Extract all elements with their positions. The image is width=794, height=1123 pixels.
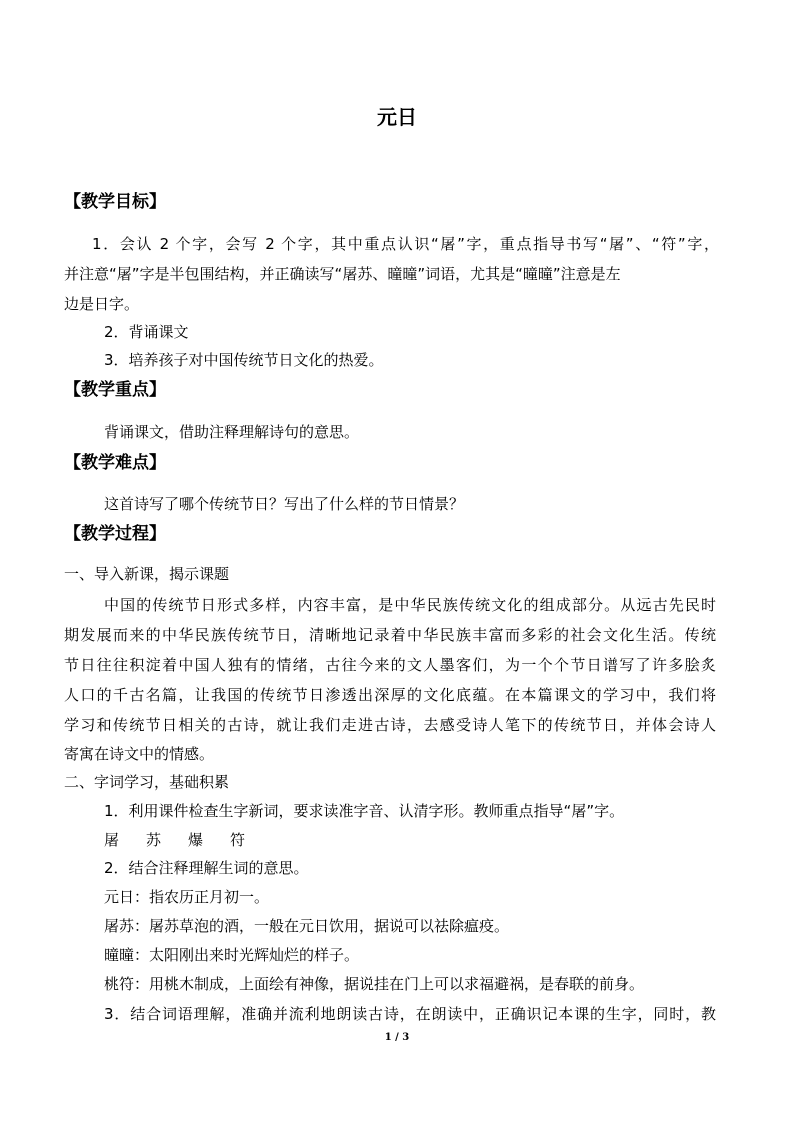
new-character: 苏 (146, 831, 162, 849)
heading-focus: 【教学重点】 (64, 380, 166, 400)
part1-line-5: 学习和传统节日相关的古诗，就让我们走进古诗，去感受诗人笔下的传统节日，并体会诗人 (64, 716, 716, 734)
document-title: 元日 (377, 105, 417, 129)
new-characters-list (104, 830, 272, 850)
objective-2: 2．背诵课文 (104, 323, 189, 341)
definition-taofu: 桃符：用桃木制成，上面绘有神像，据说挂在门上可以求福避祸，是春联的前身。 (104, 975, 645, 993)
part2-item-1: 1．利用课件检查生字新词，要求读准字音、认清字形。教师重点指导“屠”字。 (104, 802, 625, 820)
new-character: 符 (230, 831, 246, 849)
new-character: 屠 (104, 831, 120, 849)
part1-line-4: 人口的千古名篇，让我国的传统节日渗透出深厚的文化底蕴。在本篇课文的学习中，我们将 (64, 686, 716, 704)
heading-process: 【教学过程】 (64, 524, 166, 544)
definition-tusu: 屠苏：屠苏草泡的酒，一般在元日饮用，据说可以祛除瘟疫。 (104, 917, 510, 935)
definition-tongtong: 曈曈：太阳刚出来时光辉灿烂的样子。 (104, 946, 360, 964)
page-number: 1 / 3 (384, 1032, 410, 1043)
part2-heading: 二、字词学习，基础积累 (64, 773, 230, 791)
heading-difficulty: 【教学难点】 (64, 453, 166, 473)
objective-1-line-1: 1．会认 2 个字，会写 2 个字，其中重点认识“屠”字，重点指导书写“屠”、“符”字， (92, 235, 719, 253)
new-character: 爆 (188, 831, 204, 849)
definition-yuanri: 元日：指农历正月初一。 (104, 888, 270, 906)
heading-objectives: 【教学目标】 (64, 192, 166, 212)
part1-heading: 一、导入新课，揭示课题 (64, 565, 230, 583)
part1-line-2: 期发展而来的中华民族传统节日，清晰地记录着中华民族丰富而多彩的社会文化生活。传统 (64, 626, 716, 644)
part2-item-2: 2．结合注释理解生词的意思。 (104, 859, 309, 877)
objective-3: 3．培养孩子对中国传统节日文化的热爱。 (104, 351, 384, 369)
part1-line-6: 寄寓在诗文中的情感。 (64, 745, 215, 763)
part1-line-3: 节日往往积淀着中国人独有的情绪，古往今来的文人墨客们，为一个个节日谱写了许多脍炙 (64, 656, 716, 674)
part2-item-3: 3．结合词语理解，准确并流利地朗读古诗，在朗读中，正确识记本课的生字，同时，教 (104, 1005, 716, 1023)
difficulty-text: 这首诗写了哪个传统节日？写出了什么样的节日情景？ (104, 495, 465, 513)
objective-1-line-3: 边是日字。 (64, 295, 140, 313)
objective-1-line-2: 并注意“屠”字是半包围结构，并正确读写“屠苏、曈曈”词语，尤其是“曈曈”注意是左 (64, 265, 621, 283)
focus-text: 背诵课文，借助注释理解诗句的意思。 (104, 423, 360, 441)
part1-line-1: 中国的传统节日形式多样，内容丰富，是中华民族传统文化的组成部分。从远古先民时 (104, 596, 716, 614)
